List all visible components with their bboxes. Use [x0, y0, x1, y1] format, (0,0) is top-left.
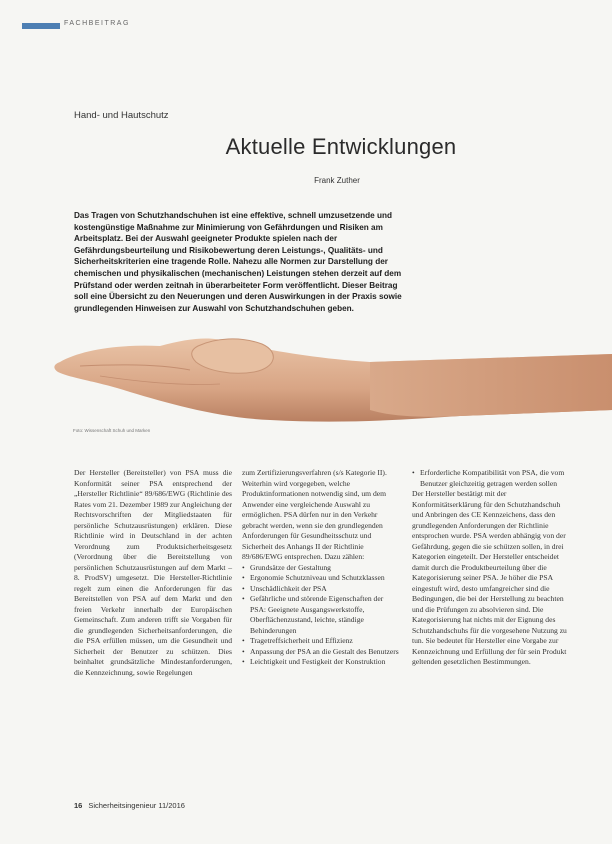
- article-author: Frank Zuther: [314, 176, 360, 185]
- body-column-1: [74, 468, 232, 678]
- section-label: FACHBEITRAG: [64, 20, 130, 27]
- list-item: • Anpassung der PSA an die Gestalt des Benutzers: [242, 647, 400, 658]
- body-paragraph: Der Hersteller bestätigt mit der Konformitätserklärung für den Schutzhandschuh und Anbringen des CE Kennzeichens, dass den grundlegenden Anforderungen der Richtlinie entsprochen wurde. PSA werden abhängig von der Gefährdung, gegen die sie schützen sollen, in drei Kategorien eingeteilt. Der Hersteller entscheidet damit durch die Produktbeurteilung über die Kategorisierung seiner PSA. Je höher die PSA eingestuft wird, desto umfangreicher sind die Bedingungen, die bei der Herstellung zu beachten und die Prüfungen zu absolvieren sind. Die Kategorisierung hat nichts mit der Eignung des Schutzhandschuhs für die vorgesehene Nutzung zu tun. Sie bedeutet für Hersteller eine Vorgabe zur Kennzeichnung und Erfüllung der für sein Produkt geltenden gesetzlichen Bestimmungen.: [412, 489, 567, 666]
- list-item: • Ergonomie Schutzniveau und Schutzklassen: [242, 573, 400, 584]
- list-item: • Tragetreffsicherheit und Effizienz: [242, 636, 400, 647]
- list-item: • Unschädlichkeit der PSA: [242, 584, 400, 595]
- page-footer: [74, 801, 185, 810]
- body-paragraph: zum Zertifizierungsverfahren (s/s Kategorie II). Weiterhin wird vorgegeben, welche Produktinformationen notwendig sind, um dem Anwender eine vergleichende Auswahl zu ermöglichen. PSA dürfen nur in den Verkehr gebracht werden, wenn sie den grundlegenden Anforderungen für Gesundheitsschutz und Sicherheit des Anhangs II der Richtlinie 89/686/EWG entsprechen. Dazu zählen:: [242, 468, 387, 561]
- article-lead: Das Tragen von Schutzhandschuhen ist eine effektive, schnell umzusetzende und kostengünstige Maßnahme zur Minimierung von Gefährdungen und Risiken am Arbeitsplatz. Bei der Auswahl geeigneter Produkte spielen nach der Gefährdungsbeurteilung und Risikobewertung deren Leistungs-, Qualitäts- und Sicherheitskriterien eine tragende Rolle. Nahezu alle Normen zur Darstellung der chemischen und physikalischen (mechanischen) Leistungen stehen derzeit auf dem Prüfstand oder werden zeitnah in überarbeiteter Form veröffentlicht. Dieser Beitrag soll eine Übersicht zu den Neuerungen und deren Auswirkungen in der Praxis sowie grundlegenden Hinweisen zur Auswahl von Schutzhandschuhen geben.: [74, 211, 402, 313]
- list-item: • Grundsätze der Gestaltung: [242, 563, 400, 574]
- requirements-list-continued: [412, 468, 572, 489]
- article-title: Aktuelle Entwicklungen: [225, 134, 457, 159]
- body-column-3: [412, 468, 572, 668]
- list-item: • Gefährliche und störende Eigenschaften der PSA: Geeignete Ausgangswerkstoffe, Oberflächenzustand, leichte, ständige Behinderungen: [242, 594, 400, 636]
- requirements-list: [242, 563, 400, 668]
- list-item: • Leichtigkeit und Festigkeit der Konstruktion: [242, 657, 400, 668]
- publication-name: Sicherheitsingenieur 11/2016: [88, 801, 185, 810]
- list-item: • Erforderliche Kompatibilität von PSA, die vom Benutzer gleichzeitig getragen werden sollen: [412, 468, 572, 489]
- photo-caption: Foto: Wissenschaft Schuh und Marken: [73, 428, 151, 433]
- body-column-2: [242, 468, 400, 668]
- article-kicker: Hand- und Hautschutz: [74, 110, 169, 121]
- body-paragraph: Der Hersteller (Bereitsteller) von PSA muss die Konformität seiner PSA entsprechend der „Hersteller Richtlinie“ 89/686/EWG (Richtlinie des Rates vom 21. Dezember 1989 zur Angleichung der Rechtsvorschriften der Mitgliedstaaten für persönliche Schutzausrüstungen) erklären. Diese Richtlinie wird in Deutschland in der achten Verordnung zum Produktsicherheitsgesetz (Verordnung über die Bereitstellung von persönlichen Schutzausrüstungen auf dem Markt – 8. ProdSV) umgesetzt. Die Hersteller-Richtlinie regelt zum einen die Anforderungen für das Bereitstellen von PSA auf dem Markt und den freien Verkehr innerhalb der Europäischen Gemeinschaft. Zum anderen trifft sie Vorgaben für die grundlegenden Sicherheitsanforderungen, die die PSA erfüllen müssen, um die Gesundheit und Sicherheit der Benutzer zu schützen. Dies beinhaltet grundsätzliche Mindestanforderungen, die Kennzeichnung, sowie Regelungen: [74, 468, 232, 677]
- section-accent-bar: [22, 23, 60, 29]
- page-number: 16: [74, 801, 83, 810]
- open-hand-photo: [40, 320, 612, 440]
